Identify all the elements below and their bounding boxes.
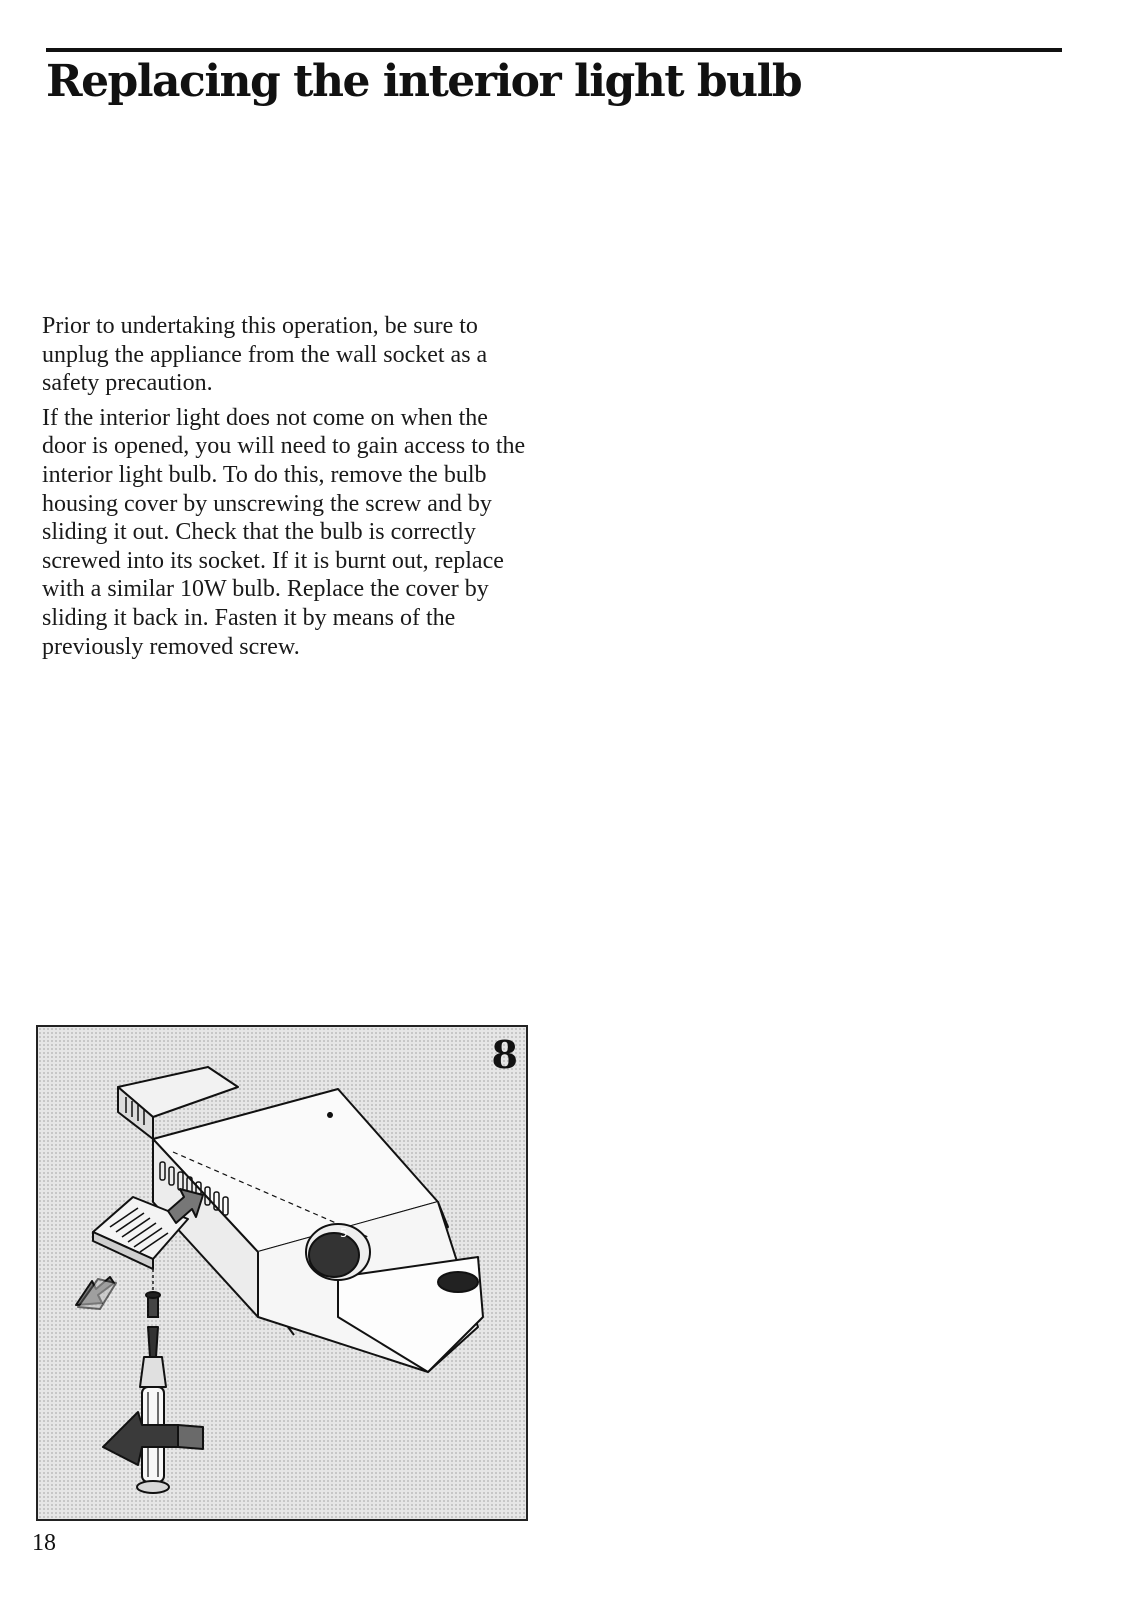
figure-8 — [36, 1025, 528, 1521]
paragraph-instructions: If the interior light does not come on when the door is opened, you will need to gain access to the interior light bulb. To do this, remove the bulb housing cover by unscrewing the screw and by sliding it out. Check that the bulb is correctly screwed into its socket. If it is burnt out, replace with a similar 10W bulb. Replace the cover by sliding it back in. Fasten it by means of the previously removed screw. — [42, 404, 526, 660]
body-text — [42, 312, 532, 667]
cover-screw — [146, 1269, 160, 1317]
top-rule — [46, 48, 1062, 52]
svg-text:5: 5 — [340, 1226, 348, 1240]
paragraph-safety: Prior to undertaking this operation, be sure to unplug the appliance from the wall socket as a safety precaution. — [42, 313, 488, 397]
page-title: Replacing the interior light bulb — [46, 56, 802, 107]
thermostat-knob — [306, 1224, 370, 1280]
figure-illustration — [38, 1027, 528, 1521]
page-number: 18 — [32, 1530, 56, 1556]
screwdriver — [137, 1327, 169, 1493]
figure-number: 8 — [491, 1032, 518, 1077]
